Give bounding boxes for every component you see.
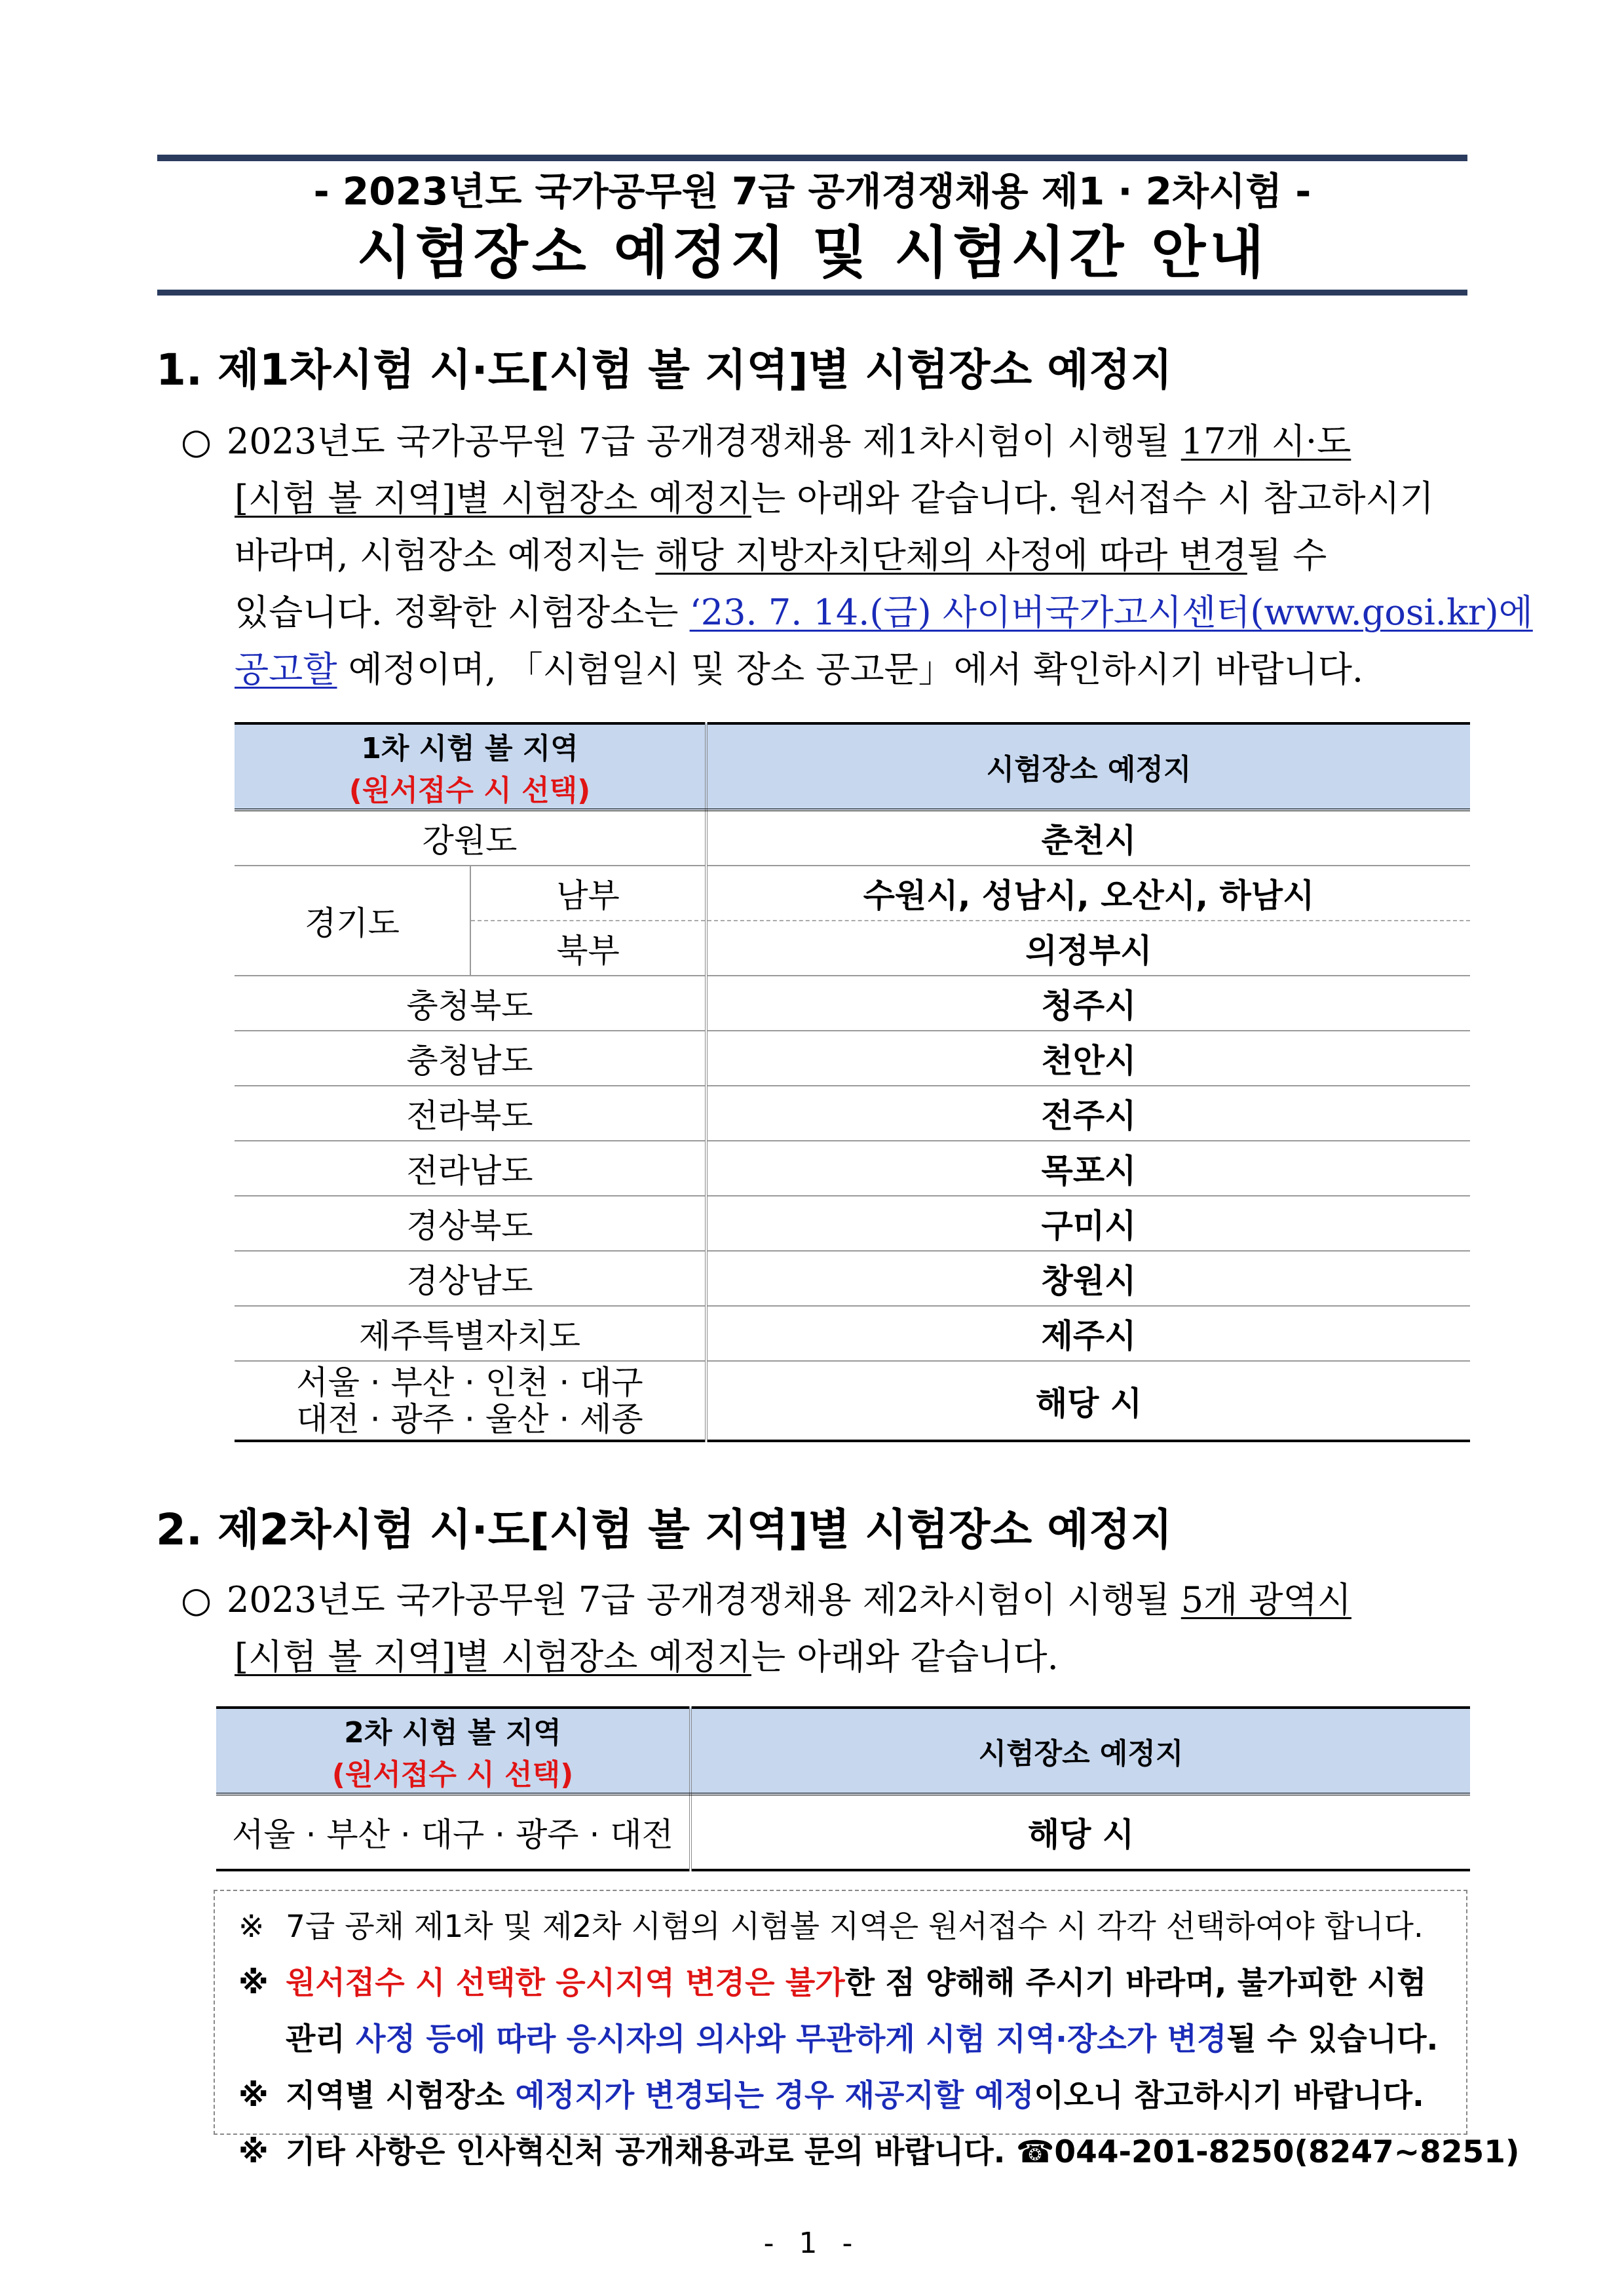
reference-mark: ※ xyxy=(238,2134,269,2170)
table-row: 강원도 춘천시 xyxy=(235,810,1470,866)
table1-col1-header: 1차 시험 볼 지역 (원서접수 시 선택) xyxy=(235,723,706,810)
phone-number: 044-201-8250(8247~8251) xyxy=(1054,2134,1520,2170)
first-exam-location-table xyxy=(235,722,1470,1442)
phone-icon: ☎ xyxy=(1015,2134,1055,2170)
table-row: 경기도 남부 수원시, 성남시, 오산시, 하남시 xyxy=(235,866,1470,921)
bullet-circle: ○ xyxy=(181,1579,212,1620)
document-title: 시험장소 예정지 및 시험시간 안내 xyxy=(356,220,1268,286)
section2-paragraph: ○ 2023년도 국가공무원 7급 공개경쟁채용 제2차시험이 시행될 5개 광역시 [시험 볼 지역]별 시험장소 예정지는 아래와 같습니다. xyxy=(181,1571,1471,1685)
title-bottom-rule xyxy=(157,290,1467,296)
table2-col2-header: 시험장소 예정지 xyxy=(690,1708,1470,1794)
title-top-rule xyxy=(157,155,1467,161)
table-row: 서울 · 부산 · 인천 · 대구 대전 · 광주 · 울산 · 세종 해당 시 xyxy=(235,1361,1470,1441)
table-row: 경상북도 구미시 xyxy=(235,1196,1470,1251)
second-exam-location-table xyxy=(216,1706,1470,1871)
table1-col2-header: 시험장소 예정지 xyxy=(706,723,1470,810)
section1-heading: 1. 제1차시험 시·도[시험 볼 지역]별 시험장소 예정지 xyxy=(156,345,1173,395)
document-subtitle: - 2023년도 국가공무원 7급 공개경쟁채용 제1 · 2차시험 - xyxy=(313,169,1312,214)
table-row: 충청북도 청주시 xyxy=(235,976,1470,1031)
reference-mark: ※ xyxy=(238,2078,269,2114)
note-item: ※ 7급 공채 제1차 및 제2차 시험의 시험볼 지역은 원서접수 시 각각 선택하여야 합니다. xyxy=(238,1899,1456,1955)
table-row: 경상남도 창원시 xyxy=(235,1251,1470,1306)
gosi-link[interactable]: ‘23. 7. 14.(금) 사이버국가고시센터(www.gosi.kr)에 xyxy=(689,592,1533,633)
note-item: ※ 지역별 시험장소 예정지가 변경되는 경우 재공지할 예정이오니 참고하시기 바랍니다. xyxy=(238,2068,1456,2124)
table-row: 서울 · 부산 · 대구 · 광주 · 대전 해당 시 xyxy=(216,1794,1470,1870)
table-row: 충청남도 천안시 xyxy=(235,1031,1470,1086)
note-item: ※ 기타 사항은 인사혁신처 공개채용과로 문의 바랍니다. ☎044-201-8250(8247~8251) xyxy=(238,2124,1456,2181)
table-row: 전라남도 목포시 xyxy=(235,1141,1470,1196)
table-row: 북부 의정부시 xyxy=(235,921,1470,976)
notes-box xyxy=(214,1890,1520,2170)
note-item-continued: 관리 사정 등에 따라 응시자의 의사와 무관하게 시험 지역·장소가 변경될 수 있습니다. xyxy=(286,2021,1439,2057)
bullet-circle: ○ xyxy=(181,421,212,462)
section2-heading: 2. 제2차시험 시·도[시험 볼 지역]별 시험장소 예정지 xyxy=(156,1504,1173,1555)
page-number: - 1 - xyxy=(763,2227,861,2260)
note-item: ※ 원서접수 시 선택한 응시지역 변경은 불가한 점 양해해 주시기 바라며, 불가피한 시험 xyxy=(238,1955,1456,2012)
reference-mark: ※ xyxy=(238,1965,269,2001)
table2-col1-header: 2차 시험 볼 지역 (원서접수 시 선택) xyxy=(216,1708,690,1794)
reference-mark: ※ xyxy=(238,1909,265,1945)
section1-paragraph: ○ 2023년도 국가공무원 7급 공개경쟁채용 제1차시험이 시행될 17개 시·도 [시험 볼 지역]별 시험장소 예정지는 아래와 같습니다. 원서접수 시 참고하시기 바라며, 시험장소 예정지는 해당 지방자치단체의 사정에 따라 변경될 수 있습니다. 정확한 시험장소는 ‘23. 7. 14.(금) 사이버국가고시센터(www.gosi.kr)에 공고할 예정이며, 「시험일시 및 장소 공고문」에서 확인하시기 바랍니다. xyxy=(181,413,1471,698)
table-row: 제주특별자치도 제주시 xyxy=(235,1306,1470,1361)
table-row: 전라북도 전주시 xyxy=(235,1086,1470,1141)
